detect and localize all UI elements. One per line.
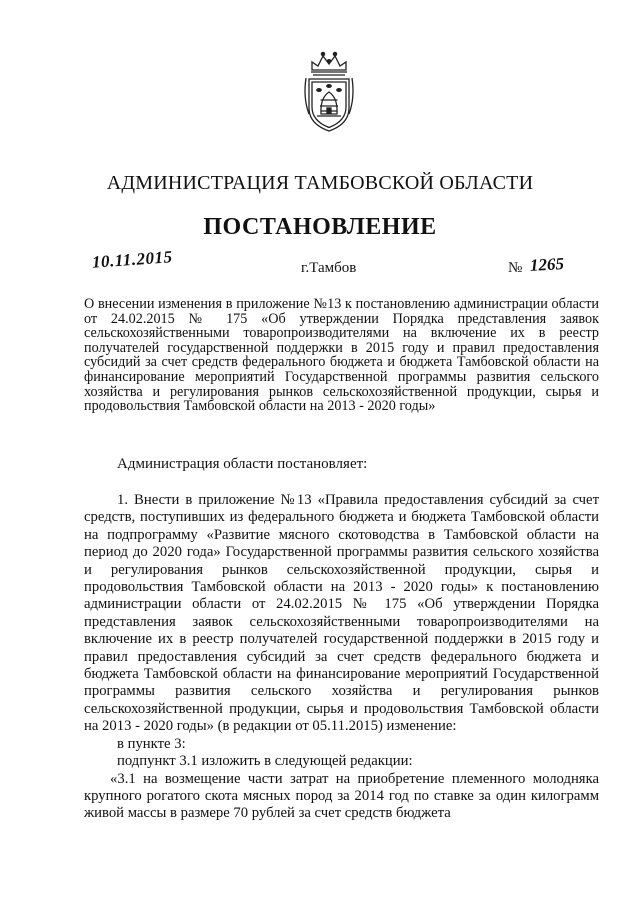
document-body	[84, 492, 599, 823]
document-number: 1265	[529, 254, 565, 275]
paragraph-1: 1. Внести в приложение №13 «Правила предоставления субсидий за счет средств, поступивших из федерального бюджета и бюджета Тамбовской области на подпрограмму «Развитие мясного скотоводства в Тамбовской области на период до 2020 года» Государственной программы развития сельского хозяйства и регулирования рынков сельскохозяйственной продукции, сырья и продовольствия Тамбовской области на 2013 - 2020 годы» к постановлению администрации области от 24.02.2015 № 175 «Об утверждении Порядка представления заявок сельскохозяйственными товаропроизводителями на включение их в реестр получателей государственной поддержки в 2015 году и правил предоставления субсидий за счет средств федерального бюджета и бюджета Тамбовской области на финансирование мероприятий Государственной программы развития сельского хозяйства и регулирования рынков сельскохозяйственной продукции, сырья и продовольствия Тамбовской области на 2013 - 2020 годы» (в редакции от 05.11.2015) изменение:	[84, 492, 599, 735]
city-name: г.Тамбов	[301, 260, 357, 276]
paragraph-2: в пункте 3:	[117, 735, 186, 752]
number-label: №	[508, 260, 523, 276]
paragraph-3: подпункт 3.1 изложить в следующей редакции:	[117, 753, 413, 770]
paragraph-4: «3.1 на возмещение части затрат на приобретение племенного молодняка крупного рогатого скота мясных пород за 2014 год по ставке за один килограмм живой массы в размере 70 рублей за счет средств бюджета	[84, 770, 599, 822]
document-type-title: ПОСТАНОВЛЕНИЕ	[203, 214, 437, 240]
coat-of-arms-icon	[300, 48, 358, 134]
organization-name: АДМИНИСТРАЦИЯ ТАМБОВСКОЙ ОБЛАСТИ	[106, 172, 534, 194]
document-date: 10.11.2015	[91, 247, 174, 272]
document-subject: О внесении изменения в приложение №13 к постановлению администрации области от 24.02.2015 № 175 «Об утверждении Порядка представления заявок сельскохозяйственными товаропроизводителями на включение их в реестр получателей государственной поддержки в 2015 году и правил предоставления субсидий за счет средств федерального бюджета и бюджета Тамбовской области на финансирование мероприятий Государственной программы развития сельского хозяйства и регулирования рынков сельскохозяйственной продукции, сырья и продовольствия Тамбовской области на 2013 - 2020 годы»	[84, 296, 599, 415]
preamble: Администрация области постановляет:	[117, 456, 368, 472]
